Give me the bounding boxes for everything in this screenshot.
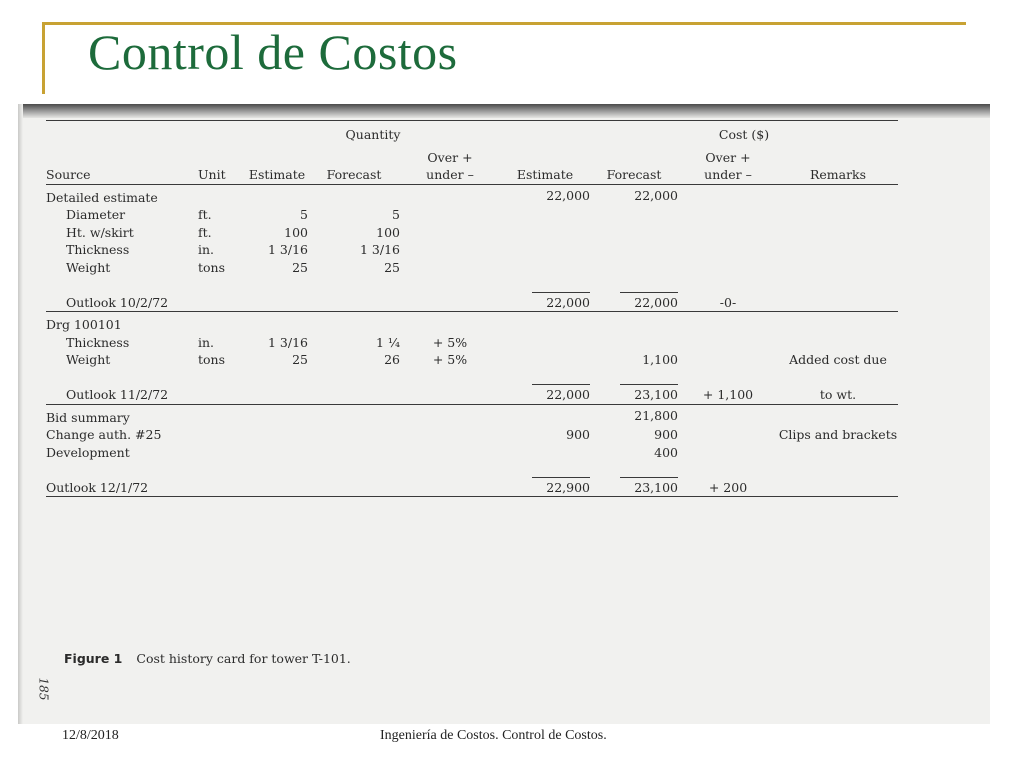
blank-cell xyxy=(198,386,246,404)
q-over-cell: + 5% xyxy=(432,334,468,350)
outlook-c-estimate: 22,900 xyxy=(500,479,590,497)
remarks-cell: Added cost due xyxy=(789,352,887,368)
c-over-cell xyxy=(678,334,778,352)
header-row-1 xyxy=(46,149,898,167)
header-c-over: Over + xyxy=(705,149,751,165)
blank-cell xyxy=(246,294,308,312)
q-over-cell xyxy=(400,224,500,242)
c-estimate-cell xyxy=(500,444,590,462)
header-c-under: under – xyxy=(704,167,752,183)
q-estimate-cell: 5 xyxy=(300,207,308,223)
spacer-row xyxy=(46,461,898,479)
blank-cell xyxy=(308,479,400,497)
c-estimate-cell xyxy=(500,334,590,352)
q-estimate-cell: 25 xyxy=(292,259,308,275)
figure-caption-text: Cost history card for tower T-101. xyxy=(136,651,351,666)
header-q-over: Over + xyxy=(427,149,473,165)
c-estimate-cell xyxy=(500,404,590,426)
unit-cell xyxy=(198,444,246,462)
blank-cell xyxy=(308,294,400,312)
source-cell: Change auth. #25 xyxy=(46,427,162,443)
c-over-cell xyxy=(678,241,778,259)
c-over-cell xyxy=(678,184,778,206)
q-estimate-cell xyxy=(246,426,308,444)
outlook-label: Outlook 11/2/72 xyxy=(66,387,169,403)
c-over-cell xyxy=(678,312,778,334)
blank-cell xyxy=(198,149,246,167)
blank-cell xyxy=(308,386,400,404)
page-number: 185 xyxy=(36,677,51,701)
unit-cell xyxy=(198,404,246,426)
spacer-row xyxy=(46,369,898,387)
unit-cell: in. xyxy=(198,242,215,258)
outlook-remarks xyxy=(778,479,898,497)
remarks-cell xyxy=(778,206,898,224)
outlook-remarks: to wt. xyxy=(819,387,857,403)
q-estimate-cell xyxy=(246,312,308,334)
blank-cell xyxy=(46,121,198,149)
c-estimate-cell: 22,000 xyxy=(546,187,590,203)
q-estimate-cell xyxy=(246,184,308,206)
q-estimate-cell: 100 xyxy=(284,224,308,240)
c-estimate-cell xyxy=(500,259,590,277)
c-over-cell xyxy=(678,444,778,462)
q-over-cell xyxy=(400,184,500,206)
unit-cell: tons xyxy=(198,352,226,368)
outlook-c-over: + 1,100 xyxy=(702,387,754,403)
q-over-cell xyxy=(400,312,500,334)
blank-cell xyxy=(500,149,590,167)
blank-cell xyxy=(246,479,308,497)
c-over-cell xyxy=(678,259,778,277)
c-forecast-cell xyxy=(590,206,678,224)
unit-cell xyxy=(198,426,246,444)
remarks-cell xyxy=(778,404,898,426)
remarks-cell xyxy=(778,444,898,462)
c-forecast-cell: 400 xyxy=(654,444,678,460)
table-row xyxy=(46,184,898,206)
unit-cell: ft. xyxy=(198,207,212,223)
cost-history-table xyxy=(46,120,898,497)
scan-edge xyxy=(18,104,23,724)
footer-text: Ingeniería de Costos. Control de Costos. xyxy=(380,728,607,743)
table-row xyxy=(46,259,898,277)
table-row xyxy=(46,426,898,444)
q-forecast-cell xyxy=(308,426,400,444)
q-forecast-cell xyxy=(308,312,400,334)
c-estimate-cell xyxy=(500,224,590,242)
source-cell: Bid summary xyxy=(46,409,130,425)
q-forecast-cell xyxy=(308,404,400,426)
q-estimate-cell xyxy=(246,404,308,426)
unit-cell xyxy=(198,184,246,206)
q-forecast-cell: 1 ¼ xyxy=(375,334,400,350)
blank-cell xyxy=(500,121,590,149)
header-unit: Unit xyxy=(198,167,226,183)
q-forecast-cell: 26 xyxy=(384,352,400,368)
outlook-c-forecast: 23,100 xyxy=(590,479,678,497)
q-over-cell xyxy=(400,206,500,224)
outlook-row xyxy=(46,386,898,404)
source-cell: Drg 100101 xyxy=(46,317,122,333)
header-c-forecast: Forecast xyxy=(606,167,662,183)
q-forecast-cell: 100 xyxy=(376,224,400,240)
c-over-cell xyxy=(678,206,778,224)
q-forecast-cell xyxy=(308,444,400,462)
remarks-cell xyxy=(778,334,898,352)
header-source: Source xyxy=(46,167,91,183)
unit-cell: tons xyxy=(198,259,226,275)
outlook-c-over: + 200 xyxy=(708,479,748,495)
q-forecast-cell: 1 3/16 xyxy=(360,242,400,258)
q-forecast-cell: 25 xyxy=(384,259,400,275)
header-q-under: under – xyxy=(426,167,474,183)
source-cell: Detailed estimate xyxy=(46,189,158,205)
blank-cell xyxy=(246,149,308,167)
q-over-cell xyxy=(400,241,500,259)
blank-cell xyxy=(308,149,400,167)
source-cell: Thickness xyxy=(66,242,130,258)
remarks-cell xyxy=(778,259,898,277)
source-cell: Diameter xyxy=(66,207,126,223)
remarks-cell xyxy=(778,241,898,259)
blank-cell xyxy=(400,294,500,312)
blank-cell xyxy=(590,149,678,167)
spacer-cell xyxy=(46,369,898,387)
c-forecast-cell xyxy=(590,312,678,334)
q-estimate-cell: 1 3/16 xyxy=(268,334,308,350)
outlook-c-over: -0- xyxy=(719,294,737,310)
unit-cell xyxy=(198,312,246,334)
blank-cell xyxy=(198,479,246,497)
c-over-cell xyxy=(678,426,778,444)
c-forecast-cell: 21,800 xyxy=(634,407,678,423)
spacer-cell xyxy=(46,276,898,294)
q-forecast-cell: 5 xyxy=(392,207,400,223)
remarks-cell xyxy=(778,184,898,206)
q-over-cell xyxy=(400,426,500,444)
figure-caption xyxy=(64,651,351,666)
outlook-c-forecast: 23,100 xyxy=(590,386,678,404)
table-row xyxy=(46,404,898,426)
blank-cell xyxy=(400,386,500,404)
table-row xyxy=(46,224,898,242)
q-over-cell xyxy=(400,444,500,462)
q-over-cell xyxy=(400,404,500,426)
c-forecast-cell: 22,000 xyxy=(634,187,678,203)
blank-cell xyxy=(198,294,246,312)
c-forecast-cell xyxy=(590,334,678,352)
source-cell: Weight xyxy=(66,352,111,368)
outlook-c-estimate: 22,000 xyxy=(500,386,590,404)
unit-cell: ft. xyxy=(198,224,212,240)
remarks-cell xyxy=(778,224,898,242)
slide-title: Control de Costos xyxy=(88,24,458,80)
outlook-remarks xyxy=(778,294,898,312)
outlook-row xyxy=(46,479,898,497)
source-cell: Thickness xyxy=(66,334,130,350)
table-row xyxy=(46,241,898,259)
outlook-c-estimate: 22,000 xyxy=(500,294,590,312)
table-row xyxy=(46,351,898,369)
q-estimate-cell: 25 xyxy=(292,352,308,368)
header-row-2 xyxy=(46,166,898,184)
c-estimate-cell xyxy=(500,351,590,369)
q-estimate-cell xyxy=(246,444,308,462)
remarks-cell: Clips and brackets xyxy=(778,427,898,443)
header-q-estimate: Estimate xyxy=(248,167,306,183)
footer-date: 12/8/2018 xyxy=(62,728,119,743)
blank-cell xyxy=(198,121,246,149)
header-remarks: Remarks xyxy=(809,167,867,183)
source-cell: Weight xyxy=(66,259,111,275)
group-quantity-header: Quantity xyxy=(246,121,500,149)
table-row xyxy=(46,206,898,224)
c-over-cell xyxy=(678,404,778,426)
spacer-cell xyxy=(46,461,898,479)
source-cell: Development xyxy=(46,444,130,460)
title-frame-vertical xyxy=(42,22,45,94)
header-c-estimate: Estimate xyxy=(516,167,574,183)
outlook-c-forecast: 22,000 xyxy=(590,294,678,312)
c-forecast-cell: 900 xyxy=(654,427,678,443)
table-row xyxy=(46,312,898,334)
table-row xyxy=(46,444,898,462)
c-estimate-cell xyxy=(500,241,590,259)
scan-shadow xyxy=(18,104,990,118)
outlook-label: Outlook 12/1/72 xyxy=(46,479,149,495)
c-forecast-cell xyxy=(590,241,678,259)
blank-cell xyxy=(778,149,898,167)
table-row xyxy=(46,334,898,352)
unit-cell: in. xyxy=(198,334,215,350)
c-forecast-cell: 1,100 xyxy=(642,352,678,368)
spacer-row xyxy=(46,276,898,294)
figure-label: Figure 1 xyxy=(64,651,123,666)
c-over-cell xyxy=(678,224,778,242)
source-cell: Ht. w/skirt xyxy=(66,224,134,240)
blank-cell xyxy=(46,149,198,167)
q-over-cell xyxy=(400,259,500,277)
c-over-cell xyxy=(678,351,778,369)
q-forecast-cell xyxy=(308,184,400,206)
q-estimate-cell: 1 3/16 xyxy=(268,242,308,258)
outlook-label: Outlook 10/2/72 xyxy=(66,294,169,310)
blank-cell xyxy=(246,386,308,404)
blank-cell xyxy=(400,479,500,497)
c-estimate-cell xyxy=(500,312,590,334)
c-forecast-cell xyxy=(590,259,678,277)
remarks-cell xyxy=(778,312,898,334)
group-cost-header: Cost ($) xyxy=(590,121,898,149)
group-header-row xyxy=(46,121,898,149)
outlook-row xyxy=(46,294,898,312)
c-estimate-cell: 900 xyxy=(566,427,590,443)
q-over-cell: + 5% xyxy=(432,352,468,368)
c-estimate-cell xyxy=(500,206,590,224)
c-forecast-cell xyxy=(590,224,678,242)
header-q-forecast: Forecast xyxy=(326,167,382,183)
